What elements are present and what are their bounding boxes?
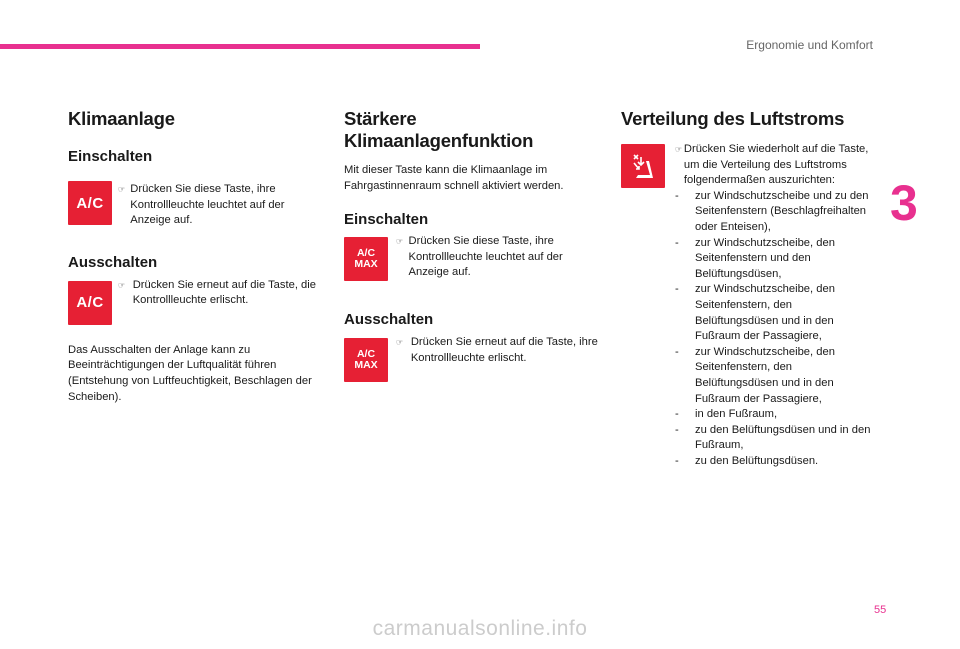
section-klimaanlage	[68, 108, 318, 405]
acmax-off-row	[344, 334, 600, 382]
list-item: - in den Fußraum,	[621, 407, 871, 423]
instruction-text: ☞ Drücken Sie erneut auf die Taste, die Kontrollleuchte erlischt.	[118, 278, 318, 309]
subheading-off: Ausschalten	[344, 311, 434, 329]
seat-airflow-icon	[628, 151, 658, 181]
instruction-text: ☞ Drücken Sie diese Taste, ihre Kontrollleuchte leuchtet auf der Anzeige auf.	[396, 234, 600, 281]
list-item: - zur Windschutzscheibe und zu den Seitenfenstern (Beschlagfreihalten oder Enteisen),	[621, 189, 871, 236]
ac-button-icon: A/C	[68, 281, 112, 325]
ac-max-button-icon: A/C MAX	[344, 237, 388, 281]
subheading-on: Einschalten	[344, 211, 429, 229]
section-title: Verteilung des Luftstroms	[621, 108, 845, 129]
distribution-row	[621, 142, 871, 189]
instruction-text: ☞ Drücken Sie wiederholt auf die Taste, um die Verteilung des Luftstroms folgendermaßen auszurichten:	[675, 142, 871, 189]
intro-text: Mit dieser Taste kann die Klimaanlage im Fahrgastinnenraum schnell aktiviert werden.	[344, 164, 564, 192]
pointer-icon: ☞	[118, 280, 126, 290]
pointer-icon: ☞	[396, 237, 404, 247]
acmax-on-row	[344, 233, 600, 281]
list-item: - zur Windschutzscheibe, den Seitenfenstern und den Belüftungsdüsen,	[621, 236, 871, 283]
distribution-list	[621, 189, 871, 470]
list-item: - zu den Belüftungsdüsen.	[621, 454, 871, 470]
section-title: Klimaanlage	[68, 108, 175, 129]
subheading-off: Ausschalten	[68, 253, 158, 271]
chapter-number: 3	[890, 175, 918, 231]
ac-max-button-icon: A/C MAX	[344, 338, 388, 382]
note-text: Das Ausschalten der Anlage kann zu Beeinträchtigungen der Luftqualität führen (Entstehung von Luftfeuchtigkeit, Beschlagen der Scheiben).	[68, 343, 312, 403]
section-title: Stärkere Klimaanlagenfunktion	[344, 108, 534, 151]
list-item: - zu den Belüftungsdüsen und in den Fußraum,	[621, 423, 871, 454]
subheading-on: Einschalten	[68, 148, 153, 165]
page-number: 55	[874, 604, 887, 616]
ac-button-icon: A/C	[68, 181, 112, 225]
list-item: - zur Windschutzscheibe, den Seitenfenstern, den Belüftungsdüsen und in den Fußraum der Passagiere,	[621, 282, 871, 344]
ac-off-row	[68, 277, 318, 325]
air-distribution-button-icon	[621, 144, 665, 188]
header-accent-bar	[0, 44, 480, 49]
list-item: - zur Windschutzscheibe, den Seitenfenstern, den Belüftungsdüsen und in den Fußraum der Passagiere,	[621, 345, 871, 407]
instruction-text: ☞ Drücken Sie diese Taste, ihre Kontrollleuchte leuchtet auf der Anzeige auf.	[118, 182, 318, 229]
watermark: carmanualsonline.info	[372, 617, 588, 640]
ac-on-row	[68, 181, 318, 229]
section-luftverteilung	[621, 108, 871, 469]
instruction-text: ☞ Drücken Sie erneut auf die Taste, ihre Kontrollleuchte erlischt.	[396, 335, 600, 366]
pointer-icon: ☞	[118, 185, 126, 194]
pointer-icon: ☞	[396, 338, 404, 348]
pointer-icon: ☞	[675, 145, 683, 154]
section-staerkere-klimaanlage	[344, 108, 600, 382]
chapter-title: Ergonomie und Komfort	[746, 38, 873, 52]
